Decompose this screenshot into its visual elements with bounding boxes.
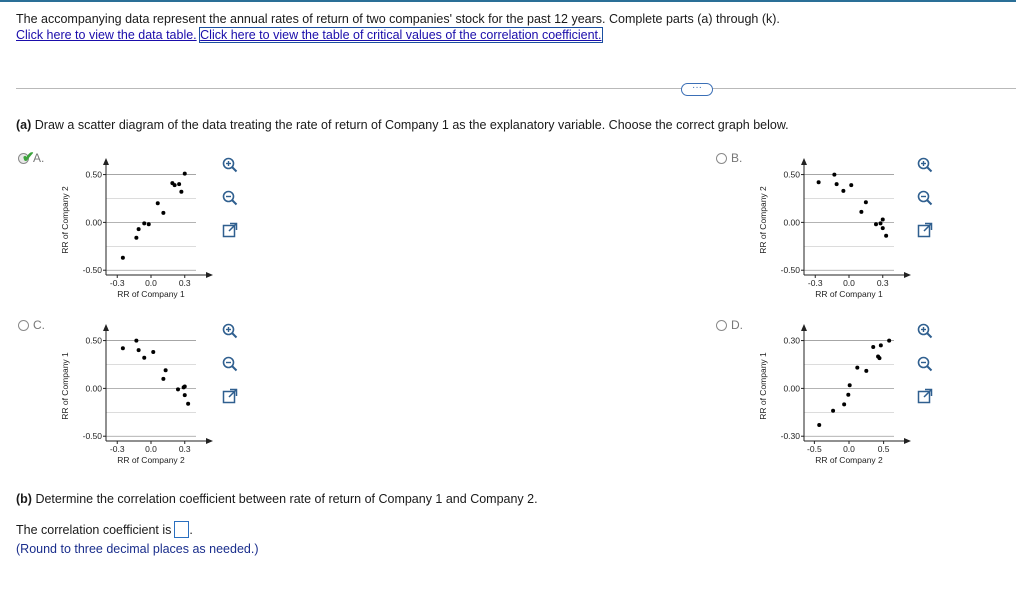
data-point: [173, 183, 177, 187]
data-point: [848, 383, 852, 387]
x-axis-label: RR of Company 2: [815, 455, 883, 465]
y-tick-label: -0.50: [82, 265, 102, 276]
x-tick-label: 0.0: [145, 278, 157, 288]
zoom-in-icon[interactable]: [917, 157, 933, 173]
y-tick-label: 0.50: [85, 335, 102, 346]
y-tick-label: 0.00: [85, 383, 102, 394]
option-d[interactable]: [716, 318, 743, 332]
y-tick-label: 0.00: [85, 217, 102, 228]
data-point: [864, 369, 868, 373]
data-point: [841, 189, 845, 193]
answer-prefix: The correlation coefficient is: [16, 522, 172, 537]
part-a-label: (a): [16, 118, 32, 132]
data-point: [142, 356, 146, 360]
top-accent-bar: [0, 0, 1016, 2]
correlation-input[interactable]: [174, 521, 189, 538]
part-b-question: [16, 492, 538, 506]
problem-intro: The accompanying data represent the annual rates of return of two companies' stock for the past 12 years. Complete parts (a) through (k).: [16, 12, 780, 26]
data-point: [176, 387, 180, 391]
data-point: [137, 348, 141, 352]
zoom-out-icon[interactable]: [222, 356, 238, 372]
y-axis-label: RR of Company 1: [758, 352, 768, 420]
data-point: [164, 368, 168, 372]
scatter-chart-c: [56, 321, 226, 471]
x-tick-label: 0.3: [876, 278, 889, 288]
option-a-letter: A.: [33, 151, 45, 165]
data-point: [121, 346, 125, 350]
x-tick-label: 0.3: [178, 278, 191, 288]
part-b-label: (b): [16, 492, 32, 506]
x-axis-arrow: [206, 438, 213, 444]
open-in-window-icon[interactable]: [222, 222, 238, 238]
data-point: [832, 173, 836, 177]
zoom-out-icon[interactable]: [222, 190, 238, 206]
x-tick-label: 0.0: [843, 444, 855, 454]
x-tick-label: -0.3: [109, 444, 125, 454]
x-tick-label: -0.3: [807, 278, 823, 288]
data-point: [855, 366, 859, 370]
x-axis-label: RR of Company 1: [815, 289, 883, 299]
y-tick-label: 0.50: [85, 169, 102, 180]
data-point: [887, 339, 891, 343]
x-axis-arrow: [904, 438, 911, 444]
answer-row: [16, 521, 193, 538]
correct-check-icon: ✔: [22, 149, 35, 166]
option-b-radio[interactable]: [716, 153, 727, 164]
scatter-chart-b: [754, 155, 924, 305]
y-tick-label: -0.50: [82, 431, 102, 442]
scatter-chart-a: [56, 155, 226, 305]
data-point: [156, 201, 160, 205]
y-tick-label: -0.30: [780, 431, 800, 442]
data-point: [864, 200, 868, 204]
y-tick-label: 0.30: [783, 335, 800, 346]
zoom-in-icon[interactable]: [917, 323, 933, 339]
data-point: [881, 226, 885, 230]
data-point: [831, 409, 835, 413]
y-tick-label: -0.50: [780, 265, 800, 276]
option-b[interactable]: [716, 151, 742, 165]
open-in-window-icon[interactable]: [222, 388, 238, 404]
open-in-window-icon[interactable]: [917, 222, 933, 238]
scatter-chart-d: [754, 321, 924, 471]
zoom-in-icon[interactable]: [222, 323, 238, 339]
x-tick-label: 0.0: [843, 278, 855, 288]
data-point: [884, 234, 888, 238]
data-point: [817, 180, 821, 184]
rounding-hint: (Round to three decimal places as needed.): [16, 542, 259, 556]
x-axis-arrow: [904, 272, 911, 278]
y-axis-arrow: [801, 158, 807, 165]
data-point: [147, 222, 151, 226]
zoom-in-icon[interactable]: [222, 157, 238, 173]
y-axis-label: RR of Company 1: [60, 352, 70, 420]
part-a-prompt: Draw a scatter diagram of the data treating the rate of return of Company 1 as the explanatory variable. Choose the correct graph below.: [34, 118, 789, 132]
data-point: [859, 210, 863, 214]
data-point: [183, 172, 187, 176]
data-point: [151, 350, 155, 354]
data-point: [142, 221, 146, 225]
data-point: [849, 183, 853, 187]
more-button[interactable]: ···: [681, 83, 713, 96]
data-point: [874, 222, 878, 226]
part-b-prompt: Determine the correlation coefficient between rate of return of Company 1 and Company 2.: [35, 492, 538, 506]
data-point: [186, 402, 190, 406]
data-point: [881, 218, 885, 222]
data-point: [177, 182, 181, 186]
data-point: [183, 393, 187, 397]
x-axis-arrow: [206, 272, 213, 278]
data-point: [183, 384, 187, 388]
data-point: [879, 221, 883, 225]
x-tick-label: 0.0: [145, 444, 157, 454]
section-divider: [16, 88, 1016, 89]
option-d-letter: D.: [731, 318, 743, 332]
x-tick-label: -0.3: [109, 278, 125, 288]
y-tick-label: 0.00: [783, 383, 800, 394]
x-tick-label: -0.5: [807, 444, 822, 454]
data-point: [161, 377, 165, 381]
option-b-letter: B.: [731, 151, 743, 165]
option-c-letter: C.: [33, 318, 45, 332]
data-point: [817, 423, 821, 427]
option-c-radio[interactable]: [18, 320, 29, 331]
data-point: [121, 256, 125, 260]
y-axis-arrow: [103, 324, 109, 331]
y-axis-label: RR of Company 2: [758, 186, 768, 254]
data-point: [161, 211, 165, 215]
y-axis-arrow: [103, 158, 109, 165]
y-axis-arrow: [801, 324, 807, 331]
data-point: [134, 236, 138, 240]
option-d-radio[interactable]: [716, 320, 727, 331]
data-point: [846, 393, 850, 397]
option-c[interactable]: [18, 318, 45, 332]
x-axis-label: RR of Company 2: [117, 455, 185, 465]
data-point: [137, 227, 141, 231]
y-axis-label: RR of Company 2: [60, 186, 70, 254]
x-tick-label: 0.5: [877, 444, 890, 454]
x-axis-label: RR of Company 1: [117, 289, 185, 299]
data-point: [179, 190, 183, 194]
data-point: [877, 356, 881, 360]
y-tick-label: 0.00: [783, 217, 800, 228]
data-point: [134, 339, 138, 343]
y-tick-label: 0.50: [783, 169, 800, 180]
zoom-out-icon[interactable]: [917, 190, 933, 206]
data-point: [842, 402, 846, 406]
data-point: [879, 343, 883, 347]
open-in-window-icon[interactable]: [917, 388, 933, 404]
part-a-question: [16, 118, 789, 132]
critical-values-link[interactable]: Click here to view the table of critical values of the correlation coefficient.: [200, 28, 602, 42]
data-table-link[interactable]: Click here to view the data table.: [16, 28, 197, 42]
data-point: [871, 345, 875, 349]
answer-suffix: .: [189, 522, 193, 537]
x-tick-label: 0.3: [178, 444, 191, 454]
zoom-out-icon[interactable]: [917, 356, 933, 372]
link-row: [16, 28, 602, 42]
data-point: [835, 182, 839, 186]
